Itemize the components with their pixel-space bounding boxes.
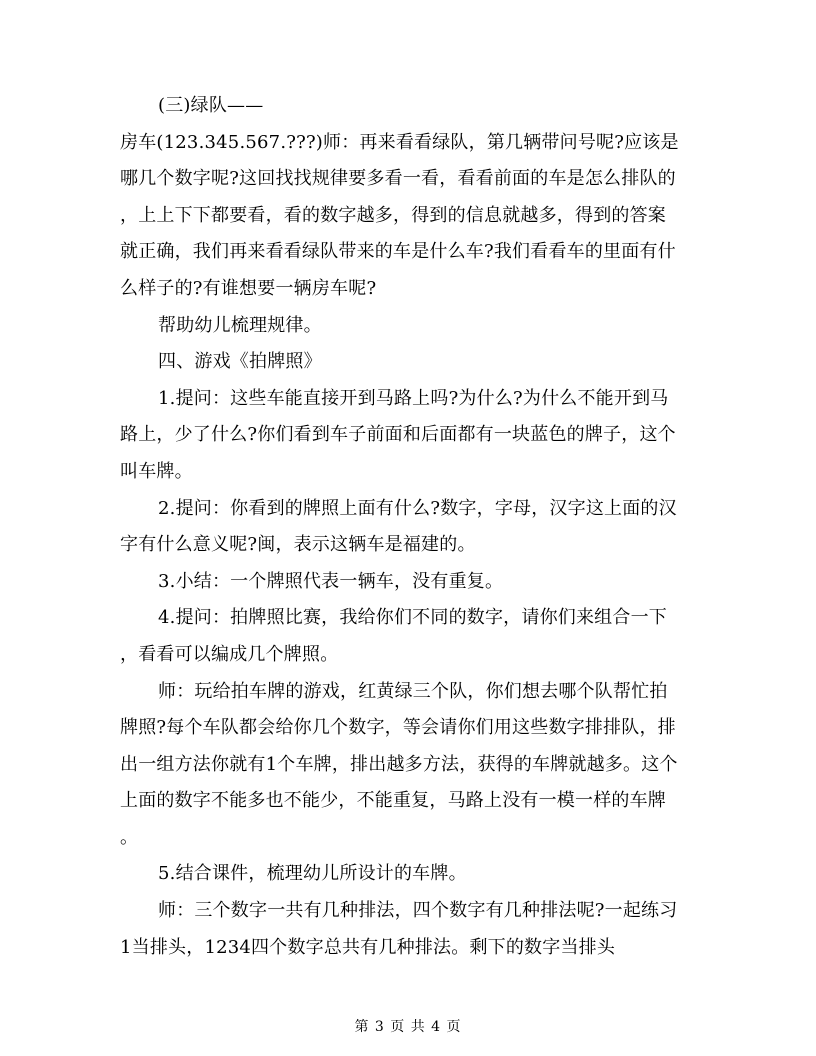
paragraph-line: 师：玩给拍车牌的游戏，红黄绿三个队，你们想去哪个队帮忙拍 [158,680,668,702]
paragraph-line: 1当排头，1234四个数字总共有几种排法。剩下的数字当排头 [120,936,616,958]
paragraph-line: ，看看可以编成几个牌照。 [120,643,339,665]
paragraph-line: 。 [120,826,139,848]
paragraph-line: 师：三个数字一共有几种排法，四个数字有几种排法呢?一起练习 [158,900,678,922]
paragraph-line: 就正确，我们再来看看绿队带来的车是什么车?我们看看车的里面有什 [120,241,676,263]
paragraph-line: 5.结合课件，梳理幼儿所设计的车牌。 [158,863,467,885]
paragraph-line: 2.提问：你看到的牌照上面有什么?数字，字母，汉字这上面的汉 [158,497,677,519]
page-number-footer: 第 3 页 共 4 页 [354,1019,462,1035]
section-heading-green-team: (三)绿队—— [158,95,264,116]
paragraph-line: 房车(123.345.567.???)师：再来看看绿队，第几辆带问号呢?应该是 [120,131,679,153]
paragraph-line: 3.小结：一个牌照代表一辆车，没有重复。 [158,570,504,592]
paragraph-line: 上面的数字不能多也不能少，不能重复，马路上没有一模一样的车牌 [120,790,666,812]
paragraph-line: 叫车牌。 [120,460,193,482]
paragraph-line: 哪几个数字呢?这回找找规律要多看一看，看看前面的车是怎么排队的 [120,168,676,190]
paragraph-line: ，上上下下都要看，看的数字越多，得到的信息就越多，得到的答案 [120,204,666,226]
paragraph-line: 4.提问：拍牌照比赛，我给你们不同的数字，请你们来组合一下 [158,607,667,629]
paragraph-line: 牌照?每个车队都会给你几个数字，等会请你们用这些数字排排队，排 [120,717,676,739]
paragraph-line: 么样子的?有谁想要一辆房车呢? [120,277,377,299]
paragraph-line: 1.提问：这些车能直接开到马路上吗?为什么?为什么不能开到马 [158,387,669,409]
paragraph-line: 字有什么意义呢?闽，表示这辆车是福建的。 [120,534,476,556]
paragraph-line: 出一组方法你就有1个车牌，排出越多方法，获得的车牌就越多。这个 [120,753,678,775]
paragraph-line: 路上，少了什么?你们看到车子前面和后面都有一块蓝色的牌子，这个 [120,424,676,446]
section-heading-game: 四、游戏《拍牌照》 [158,351,322,373]
paragraph-line: 帮助幼儿梳理规律。 [158,314,322,336]
document-body [120,88,700,966]
